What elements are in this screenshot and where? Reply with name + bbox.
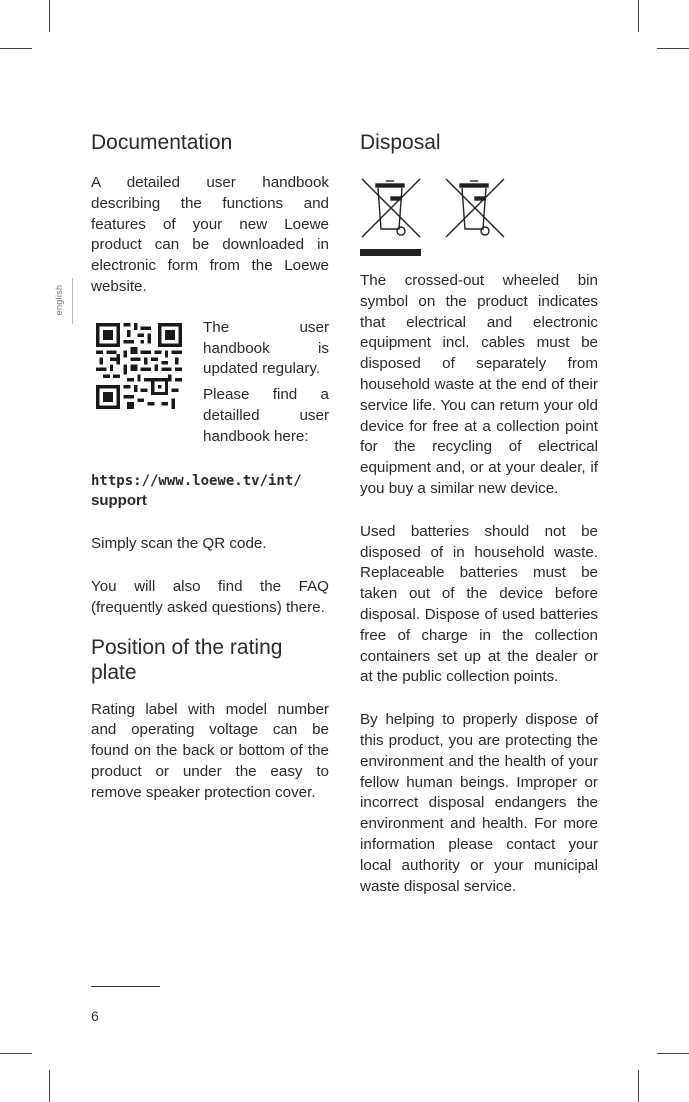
left-column [91, 130, 329, 804]
language-label: english [54, 284, 64, 316]
handbook-find-text: Please find a detailled user handbook here: [203, 386, 329, 445]
crossed-bin-icon [444, 177, 506, 241]
faq-text: You will also find the FAQ (frequently asked questions) there. [91, 577, 329, 616]
documentation-intro: A detailed user handbook describing the functions and features of your new Loewe product can be downloaded in electronic form from the Loewe website. [91, 174, 329, 295]
weee-symbols [360, 177, 598, 257]
qr-code-icon[interactable] [96, 323, 182, 409]
page-number: 6 [91, 1008, 99, 1024]
disposal-paragraph-3: By helping to properly dispose of this product, you are protecting the environment and the health of your fellow human beings. Improper or incorrect disposal endangers the environment and health. For more information please contact your local authority or your municipal waste disposal service. [360, 711, 598, 895]
support-link-tail[interactable]: support [91, 492, 147, 510]
crossed-bin-with-bar-icon [360, 177, 422, 241]
crop-mark [638, 1070, 639, 1102]
bin-underline-bar [360, 249, 421, 256]
support-link-url[interactable]: https://www.loewe.tv/int/ [91, 472, 302, 489]
crop-mark [657, 48, 689, 49]
crop-mark [0, 48, 32, 49]
disposal-heading: Disposal [360, 131, 441, 154]
scan-text: Simply scan the QR code. [91, 535, 267, 553]
qr-section [91, 318, 329, 453]
side-divider [72, 278, 73, 324]
crop-mark [0, 1053, 32, 1054]
rating-text: Rating label with model number and operating voltage can be found on the back or bottom of the product or under the easy to remove speaker protection cover. [91, 700, 329, 801]
rating-heading: Position of the rating plate [91, 635, 283, 684]
documentation-heading: Documentation [91, 131, 233, 154]
handbook-updated-text: The user handbook is updated regulary. [203, 318, 329, 378]
footer-rule [91, 986, 160, 987]
disposal-paragraph-2: Used batteries should not be disposed of in household waste. Replaceable batteries must be taken out of the device before disposal. Dispose of used batteries free of charge in the collection containers set up at the dealer or at the public collection points. [360, 522, 598, 686]
crop-mark [49, 0, 50, 32]
support-link[interactable] [91, 471, 329, 513]
qr-description [203, 318, 329, 453]
crop-mark [638, 0, 639, 32]
right-column [360, 130, 598, 897]
disposal-paragraph-1: The crossed-out wheeled bin symbol on the product indicates that electrical and electronic equipment incl. cables must be disposed of separately from household waste at the end of their service life. You can return your old device for free at a collection point for the recycling of electrical equipment and, or at your dealer, if you buy a similar new device. [360, 272, 598, 497]
crop-mark [657, 1053, 689, 1054]
crop-mark [49, 1070, 50, 1102]
